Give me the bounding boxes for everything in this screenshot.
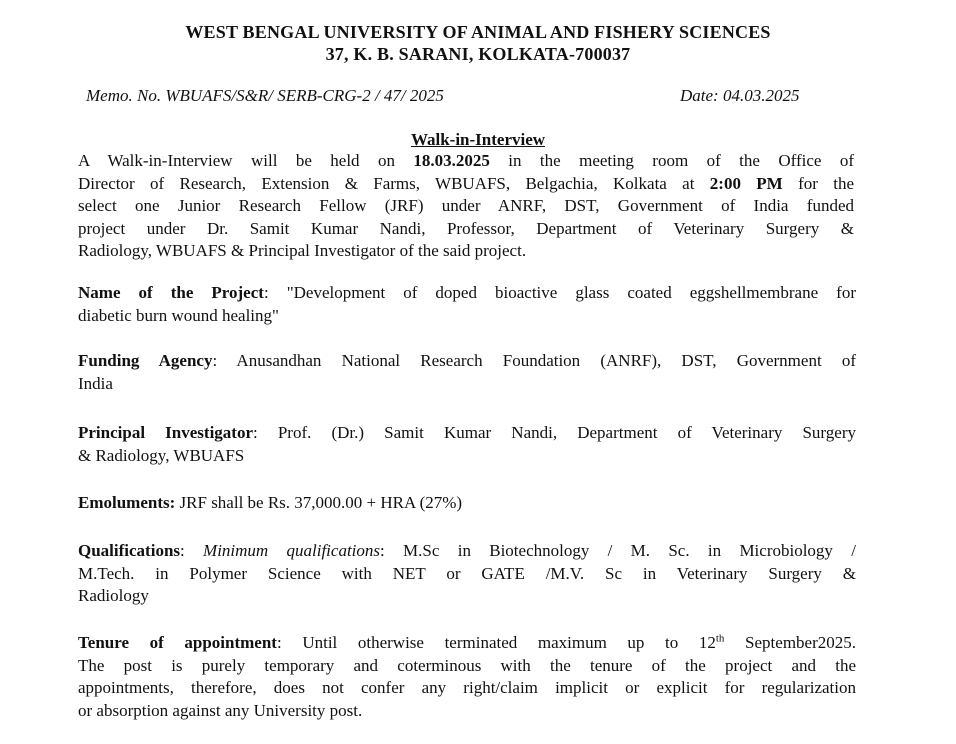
project-text: : "Development of doped bioactive glass coated eggshellmembrane for bbox=[263, 283, 857, 302]
tenure-sup: th bbox=[715, 632, 725, 645]
intro-line bbox=[78, 173, 854, 196]
intro-line bbox=[78, 150, 854, 173]
tenure-text: appointments, therefore, does not confer any right/claim implicit or explicit for regularization bbox=[78, 678, 856, 697]
min-qualifications-label: Minimum qualifications bbox=[203, 541, 381, 560]
interview-time: 2:00 PM bbox=[709, 173, 783, 193]
intro-text: A Walk-in-Interview will be held on bbox=[78, 151, 414, 170]
tenure-text: September2025. bbox=[724, 633, 856, 652]
pi-text: & Radiology, WBUAFS bbox=[78, 445, 245, 465]
funding-text: : Anusandhan National Research Foundation (ANRF), DST, Government of bbox=[212, 351, 856, 370]
tenure-text: The post is purely temporary and coterminous with the tenure of the project and the bbox=[78, 655, 856, 675]
intro-line: project under Dr. Samit Kumar Nandi, Professor, Department of Veterinary Surgery & bbox=[78, 218, 854, 238]
qualifications-text: : M.Sc in Biotechnology / M. Sc. in Microbiology / bbox=[380, 541, 856, 560]
intro-line: select one Junior Research Fellow (JRF) under ANRF, DST, Government of India funded bbox=[78, 196, 854, 215]
tenure-section bbox=[78, 632, 856, 722]
project-text: diabetic burn wound healing" bbox=[78, 305, 279, 325]
emoluments-label: Emoluments: bbox=[78, 493, 176, 512]
funding-text: India bbox=[78, 373, 113, 393]
qualifications-label: Qualifications bbox=[78, 541, 181, 560]
memo-number: Memo. No. WBUAFS/S&R/ SERB-CRG-2 / 47/ 2025 bbox=[86, 86, 444, 105]
section-line bbox=[78, 350, 856, 373]
tenure-label: Tenure of appointment bbox=[78, 633, 277, 652]
funding-label: Funding Agency bbox=[78, 351, 213, 370]
pi-label: Principal Investigator bbox=[78, 423, 253, 442]
intro-text: for the bbox=[782, 173, 855, 193]
interview-date: 18.03.2025 bbox=[413, 151, 490, 170]
pi-text: : Prof. (Dr.) Samit Kumar Nandi, Department of Veterinary Surgery bbox=[253, 423, 856, 442]
university-address: 37, K. B. SARANI, KOLKATA-700037 bbox=[325, 44, 631, 64]
intro-text: in the meeting room of the Office of bbox=[489, 151, 854, 170]
intro-line: Radiology, WBUAFS & Principal Investigator of the said project. bbox=[78, 241, 527, 260]
qualifications-colon: : bbox=[180, 541, 204, 560]
emoluments-section bbox=[78, 492, 856, 515]
memo-date: Date: 04.03.2025 bbox=[680, 86, 800, 105]
notice-title: Walk-in-Interview bbox=[410, 130, 546, 149]
tenure-text: : Until otherwise terminated maximum up to 12 bbox=[276, 633, 716, 652]
intro-text: Director of Research, Extension & Farms, WBUAFS, Belgachia, Kolkata at bbox=[78, 173, 710, 193]
university-name: WEST BENGAL UNIVERSITY OF ANIMAL AND FISHERY SCIENCES bbox=[185, 22, 771, 42]
qualifications-section bbox=[78, 540, 856, 608]
project-section bbox=[78, 282, 856, 327]
section-line bbox=[78, 282, 856, 305]
tenure-text: or absorption against any University post. bbox=[78, 700, 363, 720]
funding-section bbox=[78, 350, 856, 395]
qualifications-text: M.Tech. in Polymer Science with NET or GATE /M.V. Sc in Veterinary Surgery & bbox=[78, 563, 856, 583]
pi-section bbox=[78, 422, 856, 467]
section-line bbox=[78, 632, 856, 655]
section-line bbox=[78, 422, 856, 445]
intro-paragraph bbox=[78, 150, 854, 263]
emoluments-text: JRF shall be Rs. 37,000.00 + HRA (27%) bbox=[175, 493, 463, 512]
section-line bbox=[78, 492, 856, 515]
qualifications-text: Radiology bbox=[78, 586, 149, 605]
section-line bbox=[78, 540, 856, 563]
project-label: Name of the Project bbox=[78, 283, 264, 302]
